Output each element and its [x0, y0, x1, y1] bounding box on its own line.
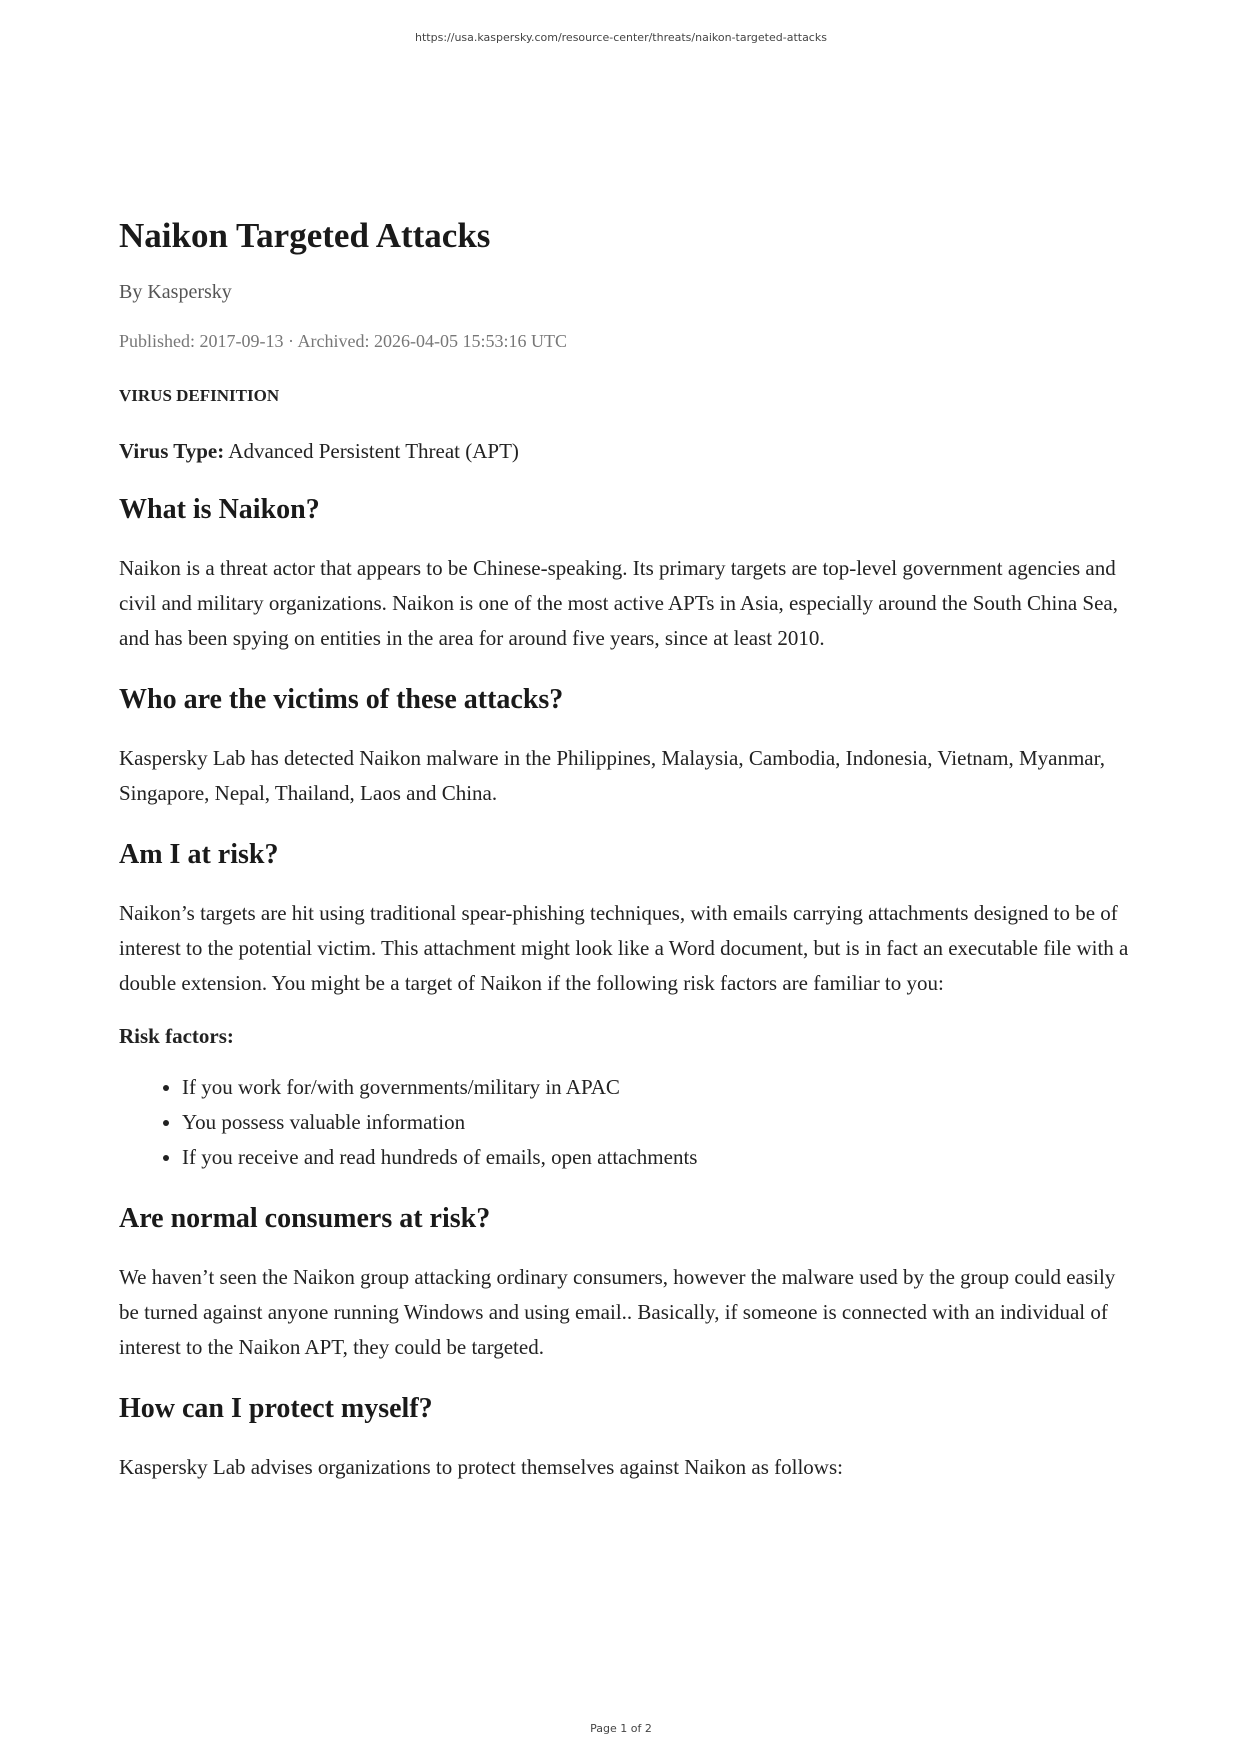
heading-am-i-at-risk: Am I at risk? [119, 839, 279, 870]
paragraph-victims: Kaspersky Lab has detected Naikon malware in the Philippines, Malaysia, Cambodia, Indonesia, Vietnam, Myanmar, Singapore, Nepal, Thailand, Laos and China. [119, 746, 1106, 805]
paragraph-protect: Kaspersky Lab advises organizations to protect themselves against Naikon as follows: [119, 1455, 843, 1479]
virus-type [119, 436, 1129, 466]
page-number: Page 1 of 2 [590, 1722, 652, 1735]
paragraph-am-i-at-risk: Naikon’s targets are hit using traditional spear-phishing techniques, with emails carrying attachments designed to be of interest to the potential victim. This attachment might look like a Word document, but is in fact an executable file with a double extension. You might be a target of Naikon if the following risk factors are familiar to you: [119, 901, 1129, 995]
paragraph-consumers: We haven’t seen the Naikon group attacking ordinary consumers, however the malware used by the group could easily be turned against anyone running Windows and using email.. Basically, if someone is connected with an individual of interest to the Naikon APT, they could be targeted. [119, 1265, 1116, 1359]
heading-consumers: Are normal consumers at risk? [119, 1203, 491, 1234]
heading-protect: How can I protect myself? [119, 1393, 433, 1424]
article-byline: By Kaspersky [119, 281, 232, 303]
heading-what-is-naikon: What is Naikon? [119, 494, 320, 525]
list-item: • If you work for/with governments/military in APAC [182, 1070, 1129, 1105]
publication-info: Published: 2017-09-13 · Archived: 2026-04-05 15:53:16 UTC [119, 331, 567, 351]
category-label: VIRUS DEFINITION [119, 386, 280, 405]
risk-factors-list [119, 1070, 1129, 1175]
heading-victims: Who are the victims of these attacks? [119, 684, 564, 715]
risk-factors-label: Risk factors: [119, 1024, 234, 1048]
list-item: • You possess valuable information [182, 1105, 1129, 1140]
list-item: • If you receive and read hundreds of emails, open attachments [182, 1140, 1129, 1175]
virus-type-value: Advanced Persistent Threat (APT) [224, 439, 519, 463]
paragraph-what-is-naikon: Naikon is a threat actor that appears to be Chinese-speaking. Its primary targets are top-level government agencies and civil and military organizations. Naikon is one of the most active APTs in Asia, especially around the South China Sea, and has been spying on entities in the area for around five years, since at least 2010. [119, 556, 1118, 650]
virus-type-label: Virus Type: [119, 439, 225, 463]
article [119, 212, 1129, 1485]
page-url-header: https://usa.kaspersky.com/resource-center/threats/naikon-targeted-attacks [415, 31, 827, 44]
article-title: Naikon Targeted Attacks [119, 216, 491, 255]
